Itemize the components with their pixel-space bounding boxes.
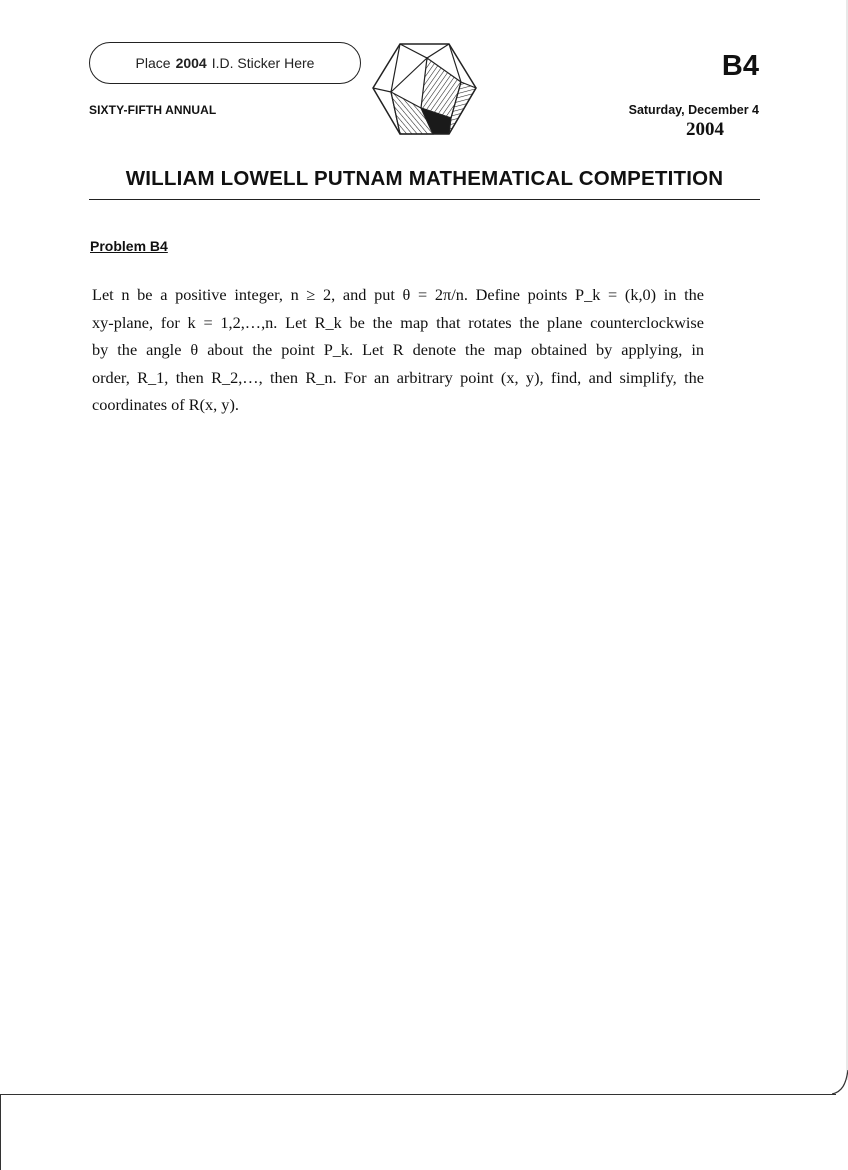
page-curl-icon	[832, 1070, 848, 1100]
problem-heading: Problem B4	[90, 238, 168, 254]
exam-year: 2004	[686, 119, 724, 140]
problem-line: coordinates of R(x, y).	[92, 395, 239, 415]
scan-fold-line	[0, 1094, 836, 1095]
problem-line: order, R_1, then R_2,…, then R_n. For an arbitrary point (x, y), find, and simplify, the	[92, 367, 704, 387]
title-rule	[89, 199, 760, 200]
scan-edge-left	[0, 1094, 1, 1170]
putnam-polyhedron-logo-icon	[371, 42, 477, 136]
problem-line: by the angle θ about the point P_k. Let R denote the map obtained by applying, in	[92, 340, 704, 360]
sticker-year: 2004	[175, 55, 207, 71]
problem-code: B4	[721, 50, 759, 82]
problem-line: Let n be a positive integer, n ≥ 2, and put θ = 2π/n. Define points P_k = (k,0) in the	[92, 285, 704, 304]
problem-statement	[92, 281, 704, 419]
sticker-suffix: I.D. Sticker Here	[211, 55, 315, 71]
exam-date: Saturday, December 4	[628, 103, 759, 117]
competition-title: WILLIAM LOWELL PUTNAM MATHEMATICAL COMPETITION	[125, 167, 724, 190]
id-sticker-box	[89, 42, 361, 84]
annual-label: SIXTY-FIFTH ANNUAL	[89, 103, 217, 117]
sticker-prefix: Place	[135, 55, 171, 71]
problem-line: xy-plane, for k = 1,2,…,n. Let R_k be the map that rotates the plane counterclockwise	[92, 312, 704, 332]
